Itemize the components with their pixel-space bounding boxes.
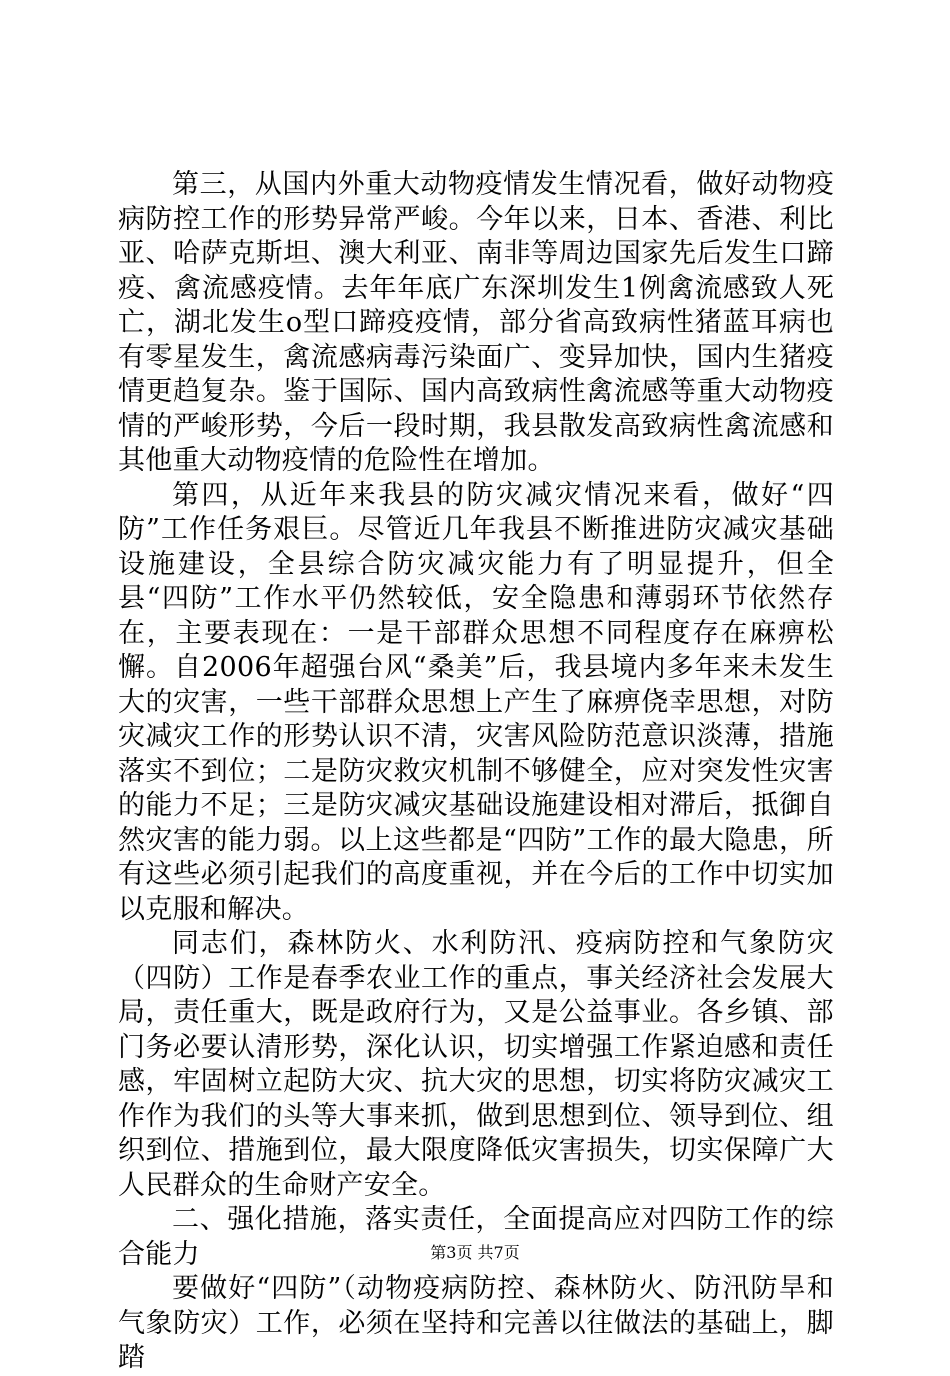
page-number-footer: 第3页 共7页 <box>430 1243 520 1262</box>
paragraph-fourth-point: 第四，从近年来我县的防灾减灾情况来看，做好“四防”工作任务艰巨。尽管近几年我县不断推进防灾减灾基础设施建设，全县综合防灾减灾能力有了明显提升，但全县“四防”工作水平仍然较低，安全隐患和薄弱环节依然存在，主要表现在：一是干部群众思想不同程度存在麻痹松懈。自2006年超强台风“桑美”后，我县境内多年来未发生大的灾害，一些干部群众思想上产生了麻痹侥幸思想，对防灾减灾工作的形势认识不清，灾害风险防范意识淡薄，措施落实不到位；二是防灾救灾机制不够健全，应对突发性灾害的能力不足；三是防灾减灾基础设施建设相对滞后，抵御自然灾害的能力弱。以上这些都是“四防”工作的最大隐患，所有这些必须引起我们的高度重视，并在今后的工作中切实加以克服和解决。 <box>118 479 834 925</box>
section-heading-two: 二、强化措施，落实责任，全面提高应对四防工作的综合能力 <box>118 1204 834 1270</box>
document-body <box>118 168 834 1376</box>
paragraph-four-prevention: 要做好“四防”（动物疫病防控、森林防火、防汛防旱和气象防灾）工作，必须在坚持和完善以往做法的基础上，脚踏 <box>118 1273 834 1373</box>
paragraph-comrades: 同志们，森林防火、水利防汛、疫病防控和气象防灾（四防）工作是春季农业工作的重点，事关经济社会发展大局，责任重大，既是政府行为，又是公益事业。各乡镇、部门务必要认清形势，深化认识，切实增强工作紧迫感和责任感，牢固树立起防大灾、抗大灾的思想，切实将防灾减灾工作作为我们的头等大事来抓，做到思想到位、领导到位、组织到位、措施到位，最大限度降低灾害损失，切实保障广大人民群众的生命财产安全。 <box>118 928 834 1201</box>
paragraph-third-point: 第三，从国内外重大动物疫情发生情况看，做好动物疫病防控工作的形势异常严峻。今年以来，日本、香港、利比亚、哈萨克斯坦、澳大利亚、南非等周边国家先后发生口蹄疫、禽流感疫情。去年年底广东深圳发生1例禽流感致人死亡，湖北发生o型口蹄疫疫情，部分省高致病性猪蓝耳病也有零星发生，禽流感病毒污染面广、变异加快，国内生猪疫情更趋复杂。鉴于国际、国内高致病性禽流感等重大动物疫情的严峻形势，今后一段时期，我县散发高致病性禽流感和其他重大动物疫情的危险性在增加。 <box>118 169 834 476</box>
